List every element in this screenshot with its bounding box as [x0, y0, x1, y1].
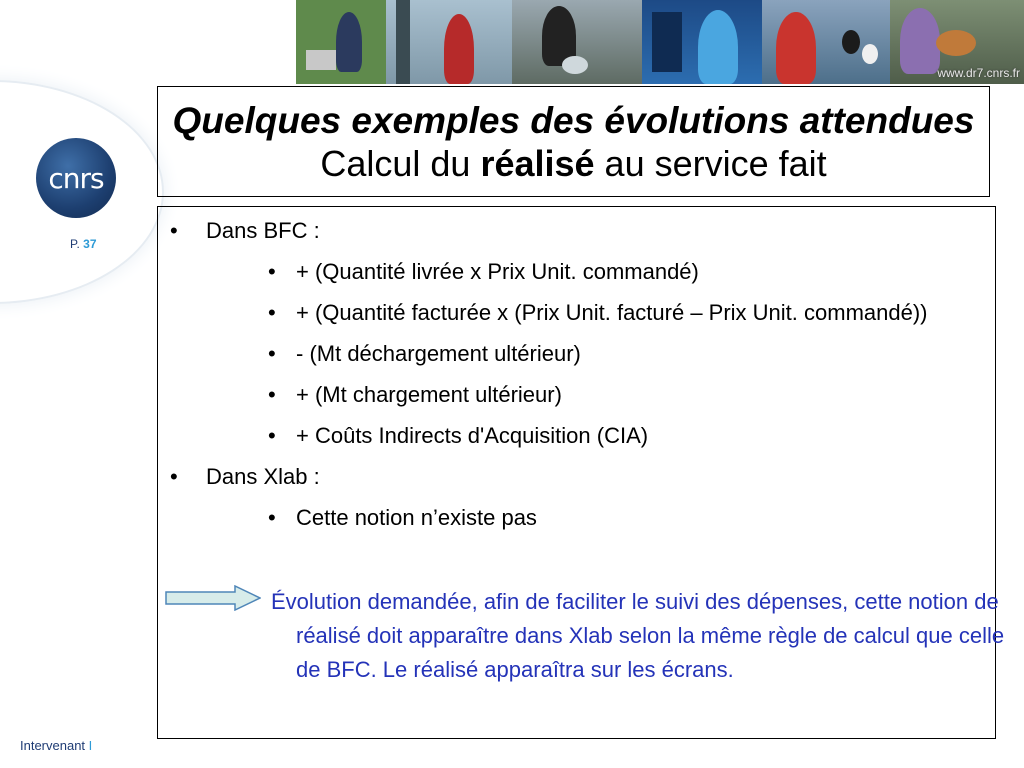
bullet-bfc	[170, 218, 320, 244]
slide-subtitle	[158, 143, 989, 185]
bfc-item-text: + (Quantité facturée x (Prix Unit. facturé – Prix Unit. commandé))	[296, 300, 928, 325]
subtitle-bold: réalisé	[480, 143, 595, 184]
banner-url: www.dr7.cnrs.fr	[937, 66, 1020, 80]
banner-photo-birds	[762, 0, 890, 84]
bfc-item-text: + (Quantité livrée x Prix Unit. commandé)	[296, 259, 699, 284]
footer-label: Intervenant	[20, 738, 86, 753]
cnrs-logo-text: cnrs	[48, 161, 104, 195]
bullet-icon: •	[268, 341, 276, 366]
cnrs-logo	[36, 138, 116, 218]
page-number	[70, 237, 97, 251]
subtitle-pre: Calcul du	[320, 143, 481, 184]
bfc-item	[268, 259, 699, 285]
bullet-icon: •	[170, 218, 178, 243]
xlab-item	[268, 505, 537, 531]
subtitle-post: au service fait	[594, 143, 827, 184]
footer-separator: I	[88, 738, 93, 753]
page-prefix: P.	[70, 237, 80, 251]
bullet-icon: •	[170, 464, 178, 489]
bfc-item	[268, 423, 648, 449]
photo-banner	[296, 0, 1024, 84]
right-arrow-icon	[165, 585, 261, 611]
bfc-item-text: - (Mt déchargement ultérieur)	[296, 341, 581, 366]
bfc-heading: Dans BFC :	[206, 218, 320, 243]
banner-photo-sea	[386, 0, 512, 84]
bullet-icon: •	[268, 382, 276, 407]
bullet-icon: •	[268, 423, 276, 448]
banner-photo-lab	[642, 0, 762, 84]
bfc-item	[268, 382, 562, 408]
bfc-item-text: + (Mt chargement ultérieur)	[296, 382, 562, 407]
bullet-icon: •	[268, 259, 276, 284]
banner-photo-field	[296, 0, 386, 84]
bullet-xlab	[170, 464, 320, 490]
slide-title: Quelques exemples des évolutions attendues	[172, 100, 975, 141]
bullet-icon: •	[268, 505, 276, 530]
bfc-item-text: + Coûts Indirects d'Acquisition (CIA)	[296, 423, 649, 448]
evolution-text: Évolution demandée, afin de faciliter le suivi des dépenses, cette notion de réalisé doit apparaître dans Xlab selon la même règle de calcul que celle de BFC. Le réalisé apparaîtra sur les écrans.	[271, 589, 1005, 682]
page-number-value: 37	[83, 237, 97, 251]
slide-title-box	[157, 86, 990, 197]
xlab-heading: Dans Xlab :	[206, 464, 320, 489]
bullet-icon: •	[268, 300, 276, 325]
footer	[20, 738, 92, 753]
bfc-item	[268, 300, 928, 326]
content-box	[157, 206, 1005, 739]
bfc-item	[268, 341, 581, 367]
xlab-item-text: Cette notion n’existe pas	[296, 505, 537, 530]
banner-photo-rocks	[512, 0, 642, 84]
